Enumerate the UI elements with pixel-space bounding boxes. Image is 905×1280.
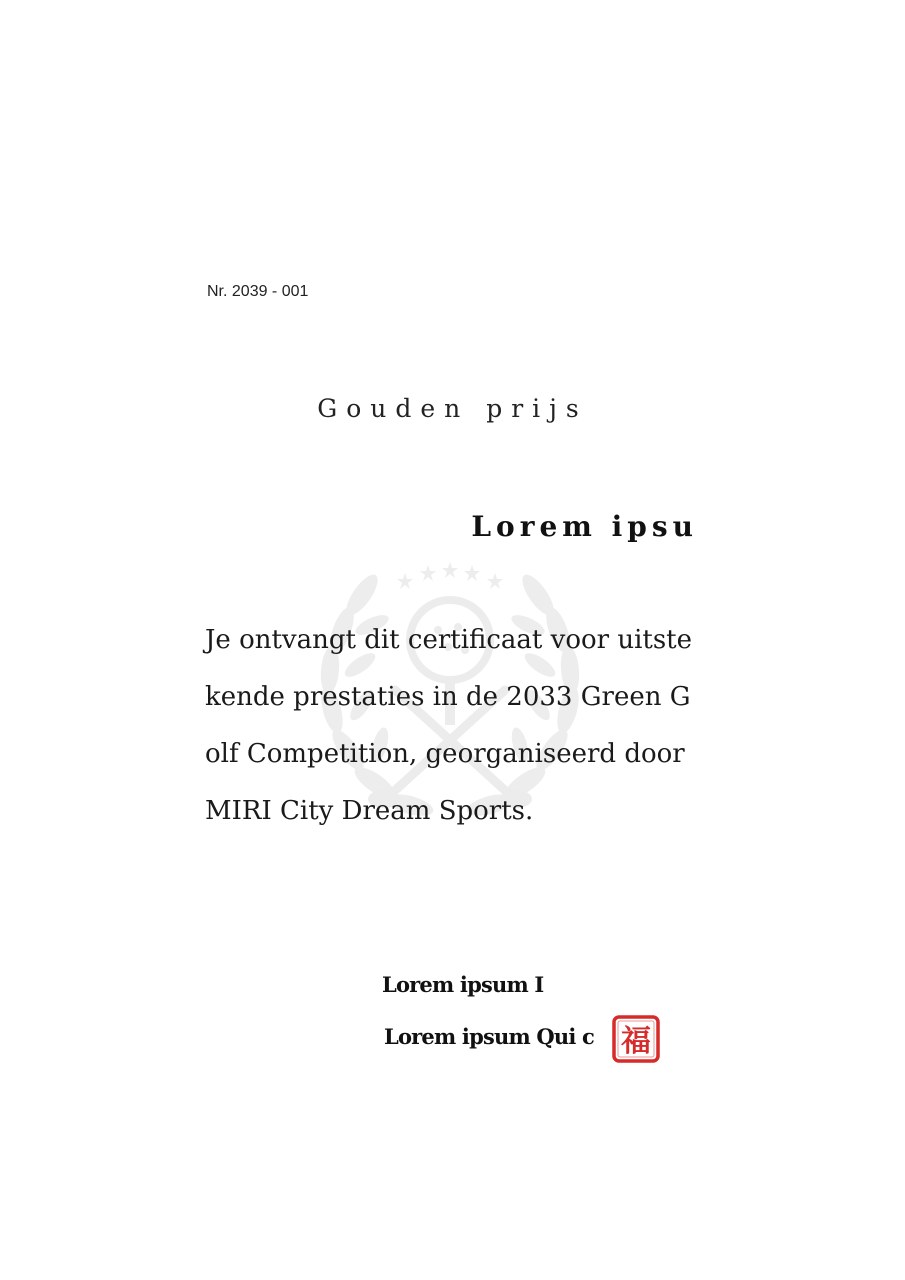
red-seal-stamp-icon <box>612 1015 660 1063</box>
award-title: Gouden prijs <box>317 394 588 423</box>
certificate-number: Nr. 2039 - 001 <box>207 283 309 300</box>
seal-glyph: 福 <box>621 1024 651 1059</box>
certificate-body-text: Je ontvangt dit certificaat voor uitstekende prestaties in de 2033 Green Golf Competition, georganiseerd door MIRI City Dream Sports. <box>205 625 693 826</box>
signatory-line-2: Lorem ipsum Qui c <box>384 1024 595 1049</box>
signatory-line-1: Lorem ipsum I <box>382 972 544 997</box>
recipient-name: Lorem ipsu <box>471 510 698 543</box>
